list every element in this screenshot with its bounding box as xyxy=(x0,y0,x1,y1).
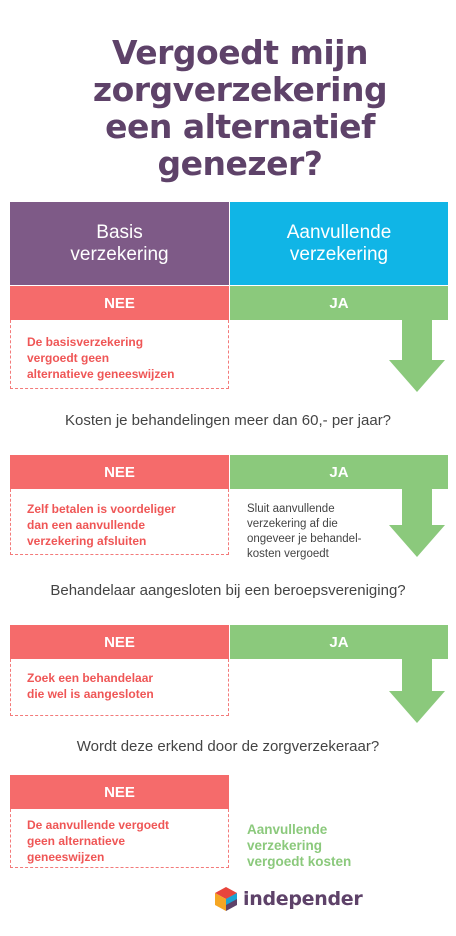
header-basis-line-1: Basis xyxy=(96,221,143,243)
header-aanvullend xyxy=(230,202,448,285)
step2-no-bar: NEE xyxy=(10,455,229,489)
step3-yes-bar: JA xyxy=(230,625,448,659)
step1-no-bar: NEE xyxy=(10,286,229,320)
step1-no-text xyxy=(27,334,174,382)
title-line-4: genezer? xyxy=(157,144,323,183)
header-aanvullend-line-1: Aanvullende xyxy=(286,221,392,243)
step4-no-text-line-2: geen alternatieve xyxy=(27,834,126,848)
step4-yes-result-line-2: verzekering xyxy=(247,838,323,853)
step4-no-text-line-3: geneeswijzen xyxy=(27,850,105,864)
question-1: Kosten je behandelingen meer dan 60,- per jaar? xyxy=(64,412,392,429)
header-aanvullend-line-2: verzekering xyxy=(289,243,389,265)
step3-no-bar: NEE xyxy=(10,625,229,659)
step2-yes-text-line-3: ongeveer je behandel- xyxy=(247,533,362,545)
step2-arrow-down-icon xyxy=(389,489,445,557)
cube-logo-icon xyxy=(214,886,238,912)
step2-no-text-line-3: verzekering afsluiten xyxy=(27,534,147,548)
independer-logo xyxy=(214,886,362,912)
question-2: Behandelaar aangesloten bij een beroepsvereniging? xyxy=(50,582,406,599)
step3-no-text xyxy=(27,670,154,702)
step4-no-text xyxy=(27,817,169,865)
step2-yes-text-line-4: kosten vergoedt xyxy=(247,548,329,560)
step2-no-text-line-1: Zelf betalen is voordeliger xyxy=(27,502,176,516)
step4-no-bar: NEE xyxy=(10,775,229,809)
step1-no-text-line-3: alternatieve geneeswijzen xyxy=(27,367,175,381)
step2-yes-text xyxy=(247,502,361,562)
header-basis xyxy=(10,202,229,285)
step2-no-text-line-2: dan een aanvullende xyxy=(27,518,146,532)
step1-no-text-line-1: De basisverzekering xyxy=(27,335,144,349)
step4-yes-result xyxy=(247,822,351,870)
step1-arrow-down-icon xyxy=(389,320,445,392)
step1-yes-bar: JA xyxy=(230,286,448,320)
header-basis-line-2: verzekering xyxy=(70,243,169,265)
question-3: Wordt deze erkend door de zorgverzekeraar? xyxy=(76,738,380,755)
step3-no-text-line-1: Zoek een behandelaar xyxy=(27,671,154,685)
title-line-1: Vergoedt mijn xyxy=(112,33,368,72)
step4-no-text-line-1: De aanvullende vergoedt xyxy=(27,818,170,832)
step1-no-text-line-2: vergoedt geen xyxy=(27,351,110,365)
title-line-2: zorgverzekering xyxy=(92,70,388,109)
step3-no-text-line-2: die wel is aangesloten xyxy=(27,687,154,701)
page-title xyxy=(60,34,420,182)
step4-yes-result-line-1: Aanvullende xyxy=(247,822,328,837)
step2-yes-bar: JA xyxy=(230,455,448,489)
title-line-3: een alternatief xyxy=(105,107,375,146)
step2-yes-text-line-2: verzekering af die xyxy=(247,518,338,530)
step2-no-text xyxy=(27,501,176,549)
step4-yes-result-line-3: vergoedt kosten xyxy=(247,854,352,869)
logo-text: independer xyxy=(243,888,363,910)
step3-arrow-down-icon xyxy=(389,659,445,723)
step2-yes-text-line-1: Sluit aanvullende xyxy=(247,503,335,515)
